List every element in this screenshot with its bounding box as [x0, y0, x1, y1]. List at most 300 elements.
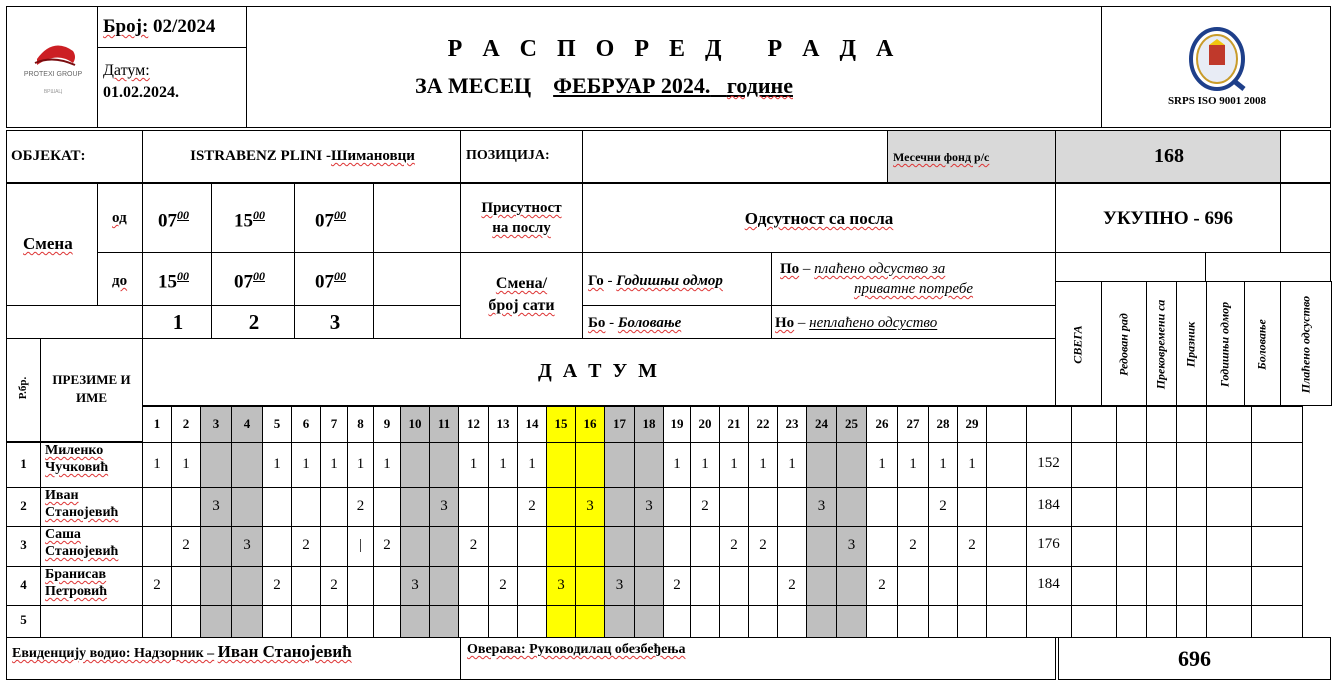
po-code: По — [780, 261, 800, 277]
schedule-cell — [488, 566, 518, 606]
schedule-cell — [634, 487, 664, 527]
smena-label: Смена — [23, 234, 73, 253]
summary-cell — [1146, 442, 1177, 488]
name-label-l1: ПРЕЗИМЕ И — [52, 372, 131, 387]
summary-cell — [1251, 406, 1303, 443]
shift2-from: $15^{00}$ — [234, 208, 265, 232]
datum-header-label: Д А Т У М — [537, 360, 661, 382]
summary-cell — [1176, 566, 1207, 606]
day-header-cell — [546, 406, 576, 443]
schedule-cell — [897, 605, 929, 638]
row-number: 5 — [20, 612, 27, 627]
day-header-cell — [373, 406, 401, 443]
cert-cell — [1101, 6, 1331, 128]
shift-value: 2 — [878, 577, 886, 593]
ukupno-cell — [1055, 183, 1281, 253]
summary-cell — [1116, 406, 1147, 443]
summary-cell — [1071, 406, 1117, 443]
schedule-cell — [604, 526, 635, 567]
schedule-cell — [866, 566, 898, 606]
schedule-cell — [347, 487, 374, 527]
shift2-from-cell — [211, 183, 295, 253]
employee-first-name: Саша — [45, 527, 81, 542]
day-header-cell — [748, 406, 778, 443]
schedule-cell — [897, 526, 929, 567]
schedule-cell — [604, 566, 635, 606]
shift-value: 3 — [243, 537, 251, 553]
schedule-cell — [928, 526, 958, 567]
schedule-cell — [866, 487, 898, 527]
shift-number-3: 3 — [329, 310, 341, 334]
footer-total: 696 — [1178, 646, 1211, 671]
objekat-value-cell — [142, 130, 461, 183]
schedule-cell — [171, 487, 201, 527]
shift-value: 1 — [528, 456, 536, 472]
odsutnost-cell — [582, 183, 1056, 253]
schedule-cell — [928, 566, 958, 606]
shift-from-empty-cell — [373, 183, 461, 253]
shift-number2-cell — [211, 305, 295, 339]
shift-value: 2 — [153, 577, 161, 593]
schedule-cell — [546, 487, 576, 527]
smena-cell — [6, 183, 98, 306]
summary-cell — [1206, 526, 1252, 567]
no-code: Но — [775, 315, 795, 331]
day-header-cell — [517, 406, 547, 443]
shift-number-1: 1 — [172, 310, 184, 334]
datum-header-cell — [142, 338, 1056, 406]
schedule-cell — [806, 566, 837, 606]
schedule-cell — [262, 487, 292, 527]
evid-text — [12, 642, 352, 662]
schedule-cell — [429, 487, 459, 527]
schedule-cell — [575, 442, 605, 488]
shift-value: 2 — [182, 537, 190, 553]
schedule-cell — [347, 605, 374, 638]
schedule-cell — [634, 442, 664, 488]
shift-value: 1 — [302, 456, 310, 472]
do-cell — [97, 252, 143, 306]
smena-broj-l1: Смена/ — [495, 275, 548, 292]
schedule-cell — [400, 605, 430, 638]
summary-header-label: Боловање — [1254, 319, 1269, 370]
schedule-cell — [866, 605, 898, 638]
pozicija-label-cell — [460, 130, 583, 183]
ukupno — [1056, 208, 1280, 230]
day-number: 8 — [357, 416, 364, 431]
schedule-cell — [142, 487, 172, 527]
summary-cell — [1071, 526, 1117, 567]
shift-value: 2 — [499, 577, 507, 593]
schedule-cell — [690, 526, 720, 567]
day-header-cell — [777, 406, 807, 443]
pozicija-value-cell — [582, 130, 888, 183]
schedule-cell — [690, 442, 720, 488]
shift-value: 1 — [730, 456, 738, 472]
schedule-cell — [458, 526, 489, 567]
employee-first-name: Иван — [45, 488, 79, 503]
schedule-cell — [575, 487, 605, 527]
shift-value: 1 — [153, 456, 161, 472]
schedule-cell — [836, 487, 867, 527]
smena-broj-l2: број сати — [488, 297, 555, 314]
shift-value: 1 — [968, 456, 976, 472]
employee-last-name: Станојевић — [45, 544, 119, 559]
schedule-cell — [347, 566, 374, 606]
schedule-cell — [806, 605, 837, 638]
bo-code: Бо — [588, 315, 606, 331]
day-header-cell — [291, 406, 321, 443]
summary-cell — [1176, 526, 1207, 567]
schedule-cell — [546, 605, 576, 638]
schedule-cell — [777, 566, 807, 606]
objekat-value — [143, 148, 462, 165]
schedule-cell — [575, 605, 605, 638]
no-cell — [771, 305, 1056, 339]
summary-cell — [1206, 406, 1252, 443]
schedule-cell — [663, 566, 691, 606]
shift-value: 2 — [939, 498, 947, 514]
schedule-cell — [429, 566, 459, 606]
schedule-cell — [291, 605, 321, 638]
title-line2 — [415, 73, 793, 99]
day-header-cell — [429, 406, 459, 443]
rb-header-cell — [6, 338, 41, 442]
summary-cell — [1251, 526, 1303, 567]
day-header-cell — [262, 406, 292, 443]
go-cell — [582, 252, 772, 306]
day-number: 15 — [554, 416, 568, 431]
schedule-cell — [928, 487, 958, 527]
shift-numbers-left-cell — [6, 305, 143, 339]
bo-legend: Бо - Боловање — [588, 315, 682, 331]
datum-label: Датум: — [103, 62, 150, 79]
schedule-cell — [634, 605, 664, 638]
schedule-cell — [634, 566, 664, 606]
day-number: 2 — [182, 416, 190, 431]
schedule-cell — [836, 566, 867, 606]
bo-text: Боловање — [617, 315, 682, 331]
prisutnost-l1: Присутност — [481, 200, 562, 216]
shift-value: 2 — [273, 577, 281, 593]
schedule-cell — [719, 442, 749, 488]
schedule-cell — [957, 442, 987, 488]
employee-first-name: Бранисав — [45, 567, 107, 582]
schedule-cell — [320, 605, 348, 638]
day-number: 24 — [815, 416, 828, 431]
datum-cell — [97, 47, 247, 128]
shift3-to-cell — [294, 252, 374, 306]
schedule-cell — [546, 442, 576, 488]
day-number: 7 — [330, 416, 338, 431]
od-label: од — [112, 210, 127, 226]
smena-broj-cell — [460, 252, 583, 339]
summary-cell — [1146, 605, 1177, 638]
schedule-cell — [458, 487, 489, 527]
shift-value: 2 — [701, 498, 709, 514]
summary-cell — [1251, 442, 1303, 488]
shift-value: 2 — [356, 498, 365, 514]
shift-value: 1 — [701, 456, 709, 472]
evid-cell — [6, 637, 461, 680]
summary-header-label: Празник — [1183, 321, 1198, 368]
day-number: 21 — [727, 416, 741, 431]
shift-to-empty-cell — [373, 252, 461, 306]
schedule-cell — [777, 442, 807, 488]
bo-cell — [582, 305, 772, 339]
summary-cell — [1251, 487, 1303, 527]
schedule-cell — [291, 487, 321, 527]
schedule-cell — [690, 566, 720, 606]
ukupno-extra-cell — [1280, 183, 1331, 253]
company-logo-icon — [7, 7, 97, 127]
day-number: 27 — [906, 416, 920, 431]
schedule-cell — [719, 526, 749, 567]
blank-cell — [986, 566, 1027, 606]
shift-value: 2 — [673, 577, 681, 593]
schedule-cell — [517, 566, 547, 606]
shift3-to: $07^{00}$ — [315, 269, 346, 293]
broj-value: 02/2024 — [153, 16, 216, 37]
day-number: 29 — [965, 416, 979, 431]
objekat-label: ОБЈЕКАТ: — [11, 148, 86, 164]
blank-cell — [986, 605, 1027, 638]
shift-value: 1 — [499, 456, 507, 472]
row-total: 176 — [1037, 536, 1060, 552]
schedule-cell — [231, 487, 263, 527]
day-header-cell — [928, 406, 958, 443]
schedule-cell — [458, 442, 489, 488]
schedule-cell — [663, 526, 691, 567]
schedule-cell — [373, 487, 401, 527]
schedule-cell — [488, 487, 518, 527]
day-number: 5 — [273, 416, 281, 431]
name-header-cell — [40, 338, 143, 442]
shift-value: 3 — [847, 537, 856, 553]
schedule-cell — [866, 526, 898, 567]
summary-cell — [1176, 605, 1207, 638]
summary-cell — [1116, 442, 1147, 488]
shift-value: 2 — [528, 498, 536, 514]
day-header-cell — [634, 406, 664, 443]
schedule-cell — [262, 442, 292, 488]
no-legend: Но – неплаћено одсуство — [775, 315, 938, 331]
schedule-cell — [517, 487, 547, 527]
ukupno-label: УКУПНО - — [1103, 208, 1200, 229]
schedule-cell — [320, 487, 348, 527]
employee-first-name: Миленко — [45, 443, 104, 458]
schedule-cell — [171, 442, 201, 488]
day-number: 18 — [642, 416, 656, 431]
schedule-cell — [836, 442, 867, 488]
day-number: 1 — [153, 416, 161, 431]
po-legend: По – плаћено одсуство за — [780, 261, 946, 277]
shift-value: 1 — [909, 456, 917, 472]
row-number: 1 — [20, 456, 27, 471]
summary-header-label: Прековремени са — [1153, 299, 1168, 390]
schedule-cell — [200, 526, 232, 567]
schedule-cell — [748, 442, 778, 488]
shift-value: 2 — [302, 537, 310, 553]
schedule-cell — [663, 605, 691, 638]
title-line1: Р А С П О Р Е Д Р А Д А — [447, 36, 901, 62]
shift-value: 1 — [356, 456, 365, 472]
shift-value: 2 — [469, 537, 478, 553]
day-number: 6 — [302, 416, 310, 431]
schedule-cell — [200, 442, 232, 488]
schedule-cell — [690, 487, 720, 527]
schedule-cell — [897, 566, 929, 606]
schedule-cell — [777, 526, 807, 567]
schedule-cell — [748, 487, 778, 527]
broj-label: Број: — [103, 16, 149, 37]
summary-cell — [1176, 442, 1207, 488]
shift-value: 1 — [383, 456, 391, 472]
rb-label: Р.бр. — [17, 376, 29, 400]
day-header-cell — [488, 406, 518, 443]
summary-cell — [1116, 605, 1147, 638]
day-number: 17 — [613, 416, 626, 431]
schedule-cell — [231, 442, 263, 488]
schedule-cell — [546, 526, 576, 567]
shift-value: 2 — [788, 577, 796, 593]
schedule-cell — [262, 605, 292, 638]
summary-header-label: СВЕГА — [1070, 325, 1085, 364]
po-text-l2: приватне потребе — [853, 281, 974, 297]
summary-cell — [1071, 442, 1117, 488]
schedule-cell — [836, 526, 867, 567]
summary-cell — [1206, 487, 1252, 527]
schedule-cell — [866, 442, 898, 488]
schedule-cell — [429, 442, 459, 488]
schedule-cell — [897, 442, 929, 488]
broj-cell — [97, 6, 247, 48]
odsutnost-label: Одсутност са посла — [744, 209, 894, 228]
schedule-cell — [663, 442, 691, 488]
day-number: 12 — [467, 416, 480, 431]
schedule-cell — [320, 526, 348, 567]
schedule-cell — [604, 487, 635, 527]
schedule-cell — [200, 487, 232, 527]
summary-top-right — [1205, 252, 1331, 282]
day-number: 10 — [408, 416, 422, 431]
schedule-cell — [836, 605, 867, 638]
schedule-cell — [262, 526, 292, 567]
summary-cell — [1146, 566, 1177, 606]
schedule-cell — [231, 605, 263, 638]
shift2-to: $07^{00}$ — [234, 269, 265, 293]
day-header-cell — [836, 406, 867, 443]
pozicija-label: ПОЗИЦИЈА: — [466, 148, 550, 163]
po-text-l1: плаћено одсуство за — [814, 261, 946, 277]
shift-value: 3 — [817, 498, 826, 514]
schedule-cell — [575, 566, 605, 606]
schedule-cell — [806, 487, 837, 527]
summary-header-label: Редован рад — [1116, 313, 1131, 376]
objekat-label-cell — [6, 130, 143, 183]
schedule-cell — [957, 487, 987, 527]
po-legend-l2 — [772, 281, 1055, 298]
shift1-to: $15^{00}$ — [158, 269, 189, 293]
schedule-cell — [458, 566, 489, 606]
schedule-cell — [957, 566, 987, 606]
shift-number3-cell — [294, 305, 374, 339]
day-number: 23 — [785, 416, 799, 431]
datum-value: 01.02.2024. — [103, 84, 179, 101]
shift3-from: $07^{00}$ — [315, 208, 346, 232]
shift-value: 2 — [383, 537, 391, 553]
row-number: 4 — [20, 577, 27, 592]
day-header-cell — [575, 406, 605, 443]
day-header-cell — [866, 406, 898, 443]
schedule-cell — [458, 605, 489, 638]
schedule-cell — [320, 442, 348, 488]
schedule-cell — [604, 605, 635, 638]
go-text: Годишњи одмор — [616, 273, 723, 289]
day-number: 28 — [936, 416, 950, 431]
employee-last-name: Станојевић — [45, 505, 119, 520]
shift-value: 2 — [759, 537, 767, 553]
schedule-cell — [200, 566, 232, 606]
day-header-cell — [719, 406, 749, 443]
day-number: 11 — [437, 416, 451, 431]
shift1-to-cell — [142, 252, 212, 306]
schedule-cell — [291, 526, 321, 567]
day-number: 26 — [875, 416, 889, 431]
day-number: 20 — [698, 416, 712, 431]
title-prefix: ЗА МЕСЕЦ — [415, 73, 532, 98]
shift-value: 1 — [182, 456, 190, 472]
day-header-cell — [171, 406, 201, 443]
blank-cell — [986, 406, 1027, 443]
day-header-cell — [663, 406, 691, 443]
schedule-cell — [347, 526, 374, 567]
od-cell — [97, 183, 143, 253]
day-header-cell — [458, 406, 489, 443]
summary-cell — [1206, 442, 1252, 488]
shift-value: 1 — [273, 456, 281, 472]
shift-value: 2 — [330, 577, 338, 593]
schedule-cell — [373, 442, 401, 488]
schedule-cell — [719, 487, 749, 527]
fond-value: 168 — [1154, 145, 1184, 167]
footer-total-cell — [1058, 637, 1331, 680]
fond-value-cell — [1055, 130, 1281, 183]
schedule-cell — [400, 442, 430, 488]
title-suffix: године — [726, 73, 793, 98]
summary-cell — [1176, 487, 1207, 527]
blank-cell — [986, 442, 1027, 488]
ukupno-value: 696 — [1204, 208, 1233, 229]
schedule-cell — [142, 442, 172, 488]
day-number: 13 — [496, 416, 510, 431]
schedule-cell — [488, 442, 518, 488]
logo-text: PROTEXI GROUP — [23, 71, 83, 78]
schedule-cell — [400, 526, 430, 567]
shift-value: 3 — [411, 577, 419, 593]
shift-value: 2 — [909, 537, 917, 553]
shift2-to-cell — [211, 252, 295, 306]
day-number: 4 — [243, 416, 251, 431]
schedule-cell — [748, 566, 778, 606]
day-number: 9 — [383, 416, 391, 431]
schedule-cell — [231, 566, 263, 606]
schedule-cell — [231, 526, 263, 567]
schedule-cell — [604, 442, 635, 488]
overava-cell — [460, 637, 1056, 680]
row-number: 2 — [20, 498, 27, 513]
evid-name: Иван Станојевић — [217, 642, 352, 661]
